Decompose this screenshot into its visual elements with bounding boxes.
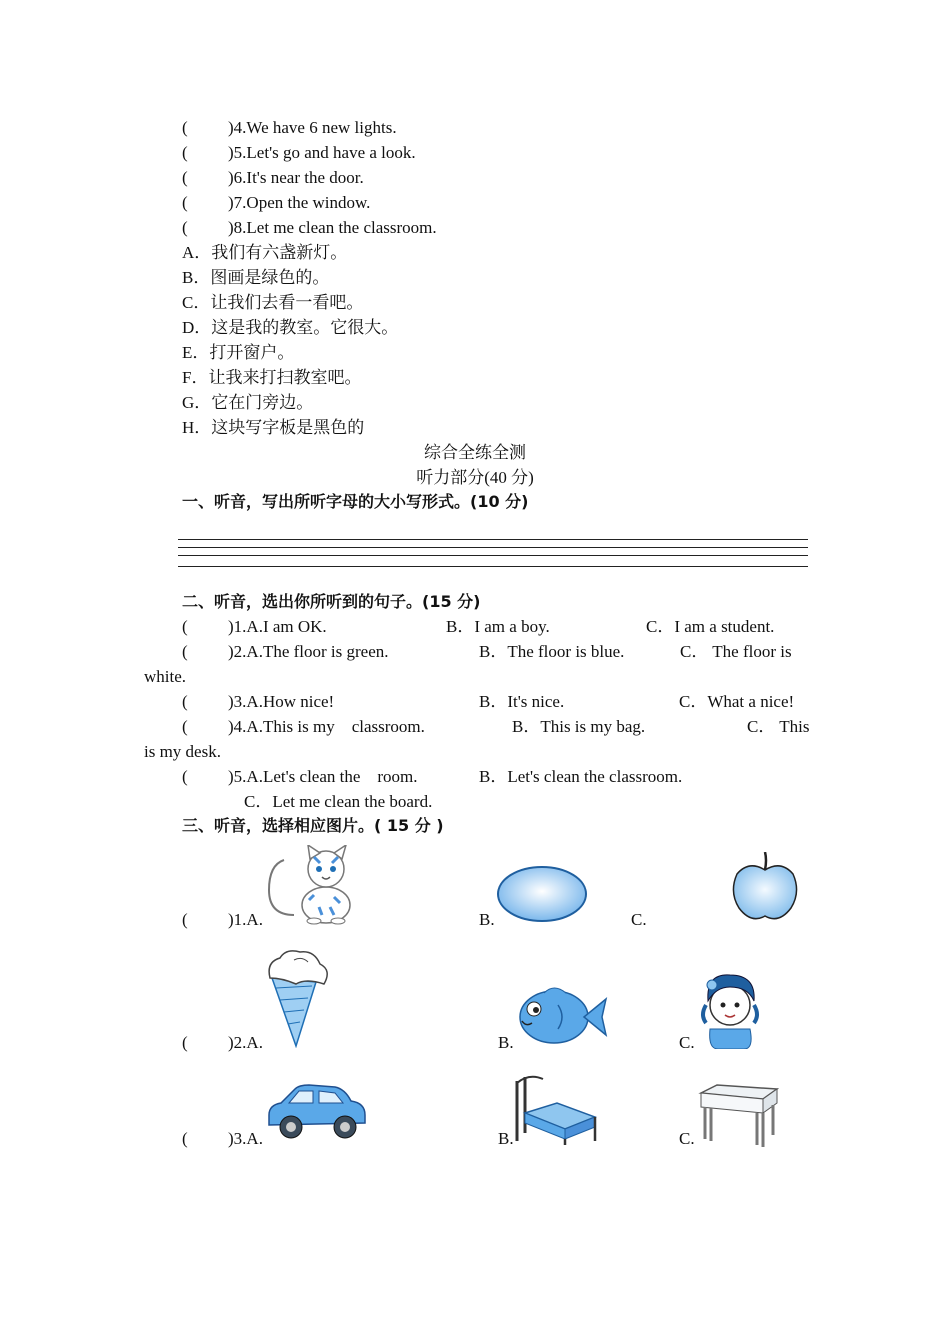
translation-item: C．让我们去看一看吧。 (182, 293, 364, 312)
section2-title: 二、听音，选出你所听到的句子。(15 分) (182, 592, 481, 611)
egg-picture[interactable] (496, 865, 590, 925)
translation-item: A．我们有六盏新灯。 (182, 243, 348, 262)
option-c: C． This (747, 717, 810, 736)
option-b-label: B. (498, 1033, 514, 1052)
desk-picture[interactable] (697, 1083, 779, 1147)
answer-paren[interactable]: ( (182, 642, 188, 661)
option-b: B．The floor is blue. (479, 642, 625, 661)
apple-picture[interactable] (729, 852, 801, 924)
option-a: )3.A.How nice! (228, 692, 335, 711)
matching-item: )4.We have 6 new lights. (228, 118, 397, 137)
option-b: B．It's nice. (479, 692, 565, 711)
answer-paren[interactable]: ( (182, 717, 188, 736)
girl-picture[interactable] (698, 967, 762, 1049)
answer-paren[interactable]: ( (182, 767, 188, 786)
option-c-label: C. (679, 1033, 695, 1052)
translation-item: B．图画是绿色的。 (182, 268, 330, 287)
option-c-label: C. (631, 910, 647, 929)
answer-paren[interactable]: ( (182, 168, 188, 187)
option-b-label: B. (479, 910, 495, 929)
option-c: C．I am a student. (646, 617, 775, 636)
writing-line (178, 547, 808, 548)
option-a: )4.A.This is my classroom. (228, 717, 425, 736)
option-b: B．This is my bag. (512, 717, 646, 736)
translation-item: F．让我来打扫教室吧。 (182, 368, 362, 387)
writing-line (178, 566, 808, 567)
test-title: 综合全练全测 (424, 443, 526, 462)
option-a-label: )3.A. (228, 1129, 263, 1148)
writing-line (178, 539, 808, 540)
matching-item: )8.Let me clean the classroom. (228, 218, 437, 237)
answer-paren[interactable]: ( (182, 1129, 188, 1148)
option-c: C．Let me clean the board. (244, 792, 433, 811)
option-c: C．What a nice! (679, 692, 795, 711)
translation-item: H．这块写字板是黑色的 (182, 418, 365, 437)
writing-line (178, 555, 808, 556)
cat-picture[interactable] (264, 845, 359, 925)
option-a-label: )1.A. (228, 910, 263, 929)
translation-item: E．打开窗户。 (182, 343, 295, 362)
option-c-wrap: is my desk. (144, 742, 221, 761)
answer-paren[interactable]: ( (182, 617, 188, 636)
answer-paren[interactable]: ( (182, 910, 188, 929)
fish-picture[interactable] (514, 983, 608, 1049)
section3-title: 三、听音，选择相应图片。( 15 分 ) (182, 816, 444, 835)
car-picture[interactable] (265, 1081, 369, 1143)
option-c-label: C. (679, 1129, 695, 1148)
option-b: B．I am a boy. (446, 617, 550, 636)
option-b-label: B. (498, 1129, 514, 1148)
answer-paren[interactable]: ( (182, 692, 188, 711)
option-b: B．Let's clean the classroom. (479, 767, 683, 786)
matching-item: )5.Let's go and have a look. (228, 143, 416, 162)
option-a: )1.A.I am OK. (228, 617, 327, 636)
option-c: C． The floor is (680, 642, 792, 661)
bed-picture[interactable] (513, 1073, 597, 1145)
listening-title: 听力部分(40 分) (416, 468, 534, 487)
answer-paren[interactable]: ( (182, 218, 188, 237)
answer-paren[interactable]: ( (182, 193, 188, 212)
option-c-wrap: white. (144, 667, 187, 686)
translation-item: G．它在门旁边。 (182, 393, 314, 412)
section1-title: 一、听音，写出所听字母的大小写形式。(10 分) (182, 492, 529, 511)
option-a: )2.A.The floor is green. (228, 642, 389, 661)
option-a-label: )2.A. (228, 1033, 263, 1052)
ice-cream-picture[interactable] (266, 948, 332, 1048)
matching-item: )6.It's near the door. (228, 168, 364, 187)
answer-paren[interactable]: ( (182, 143, 188, 162)
option-a: )5.A.Let's clean the room. (228, 767, 418, 786)
answer-paren[interactable]: ( (182, 1033, 188, 1052)
translation-item: D．这是我的教室。它很大。 (182, 318, 399, 337)
answer-paren[interactable]: ( (182, 118, 188, 137)
matching-item: )7.Open the window. (228, 193, 371, 212)
